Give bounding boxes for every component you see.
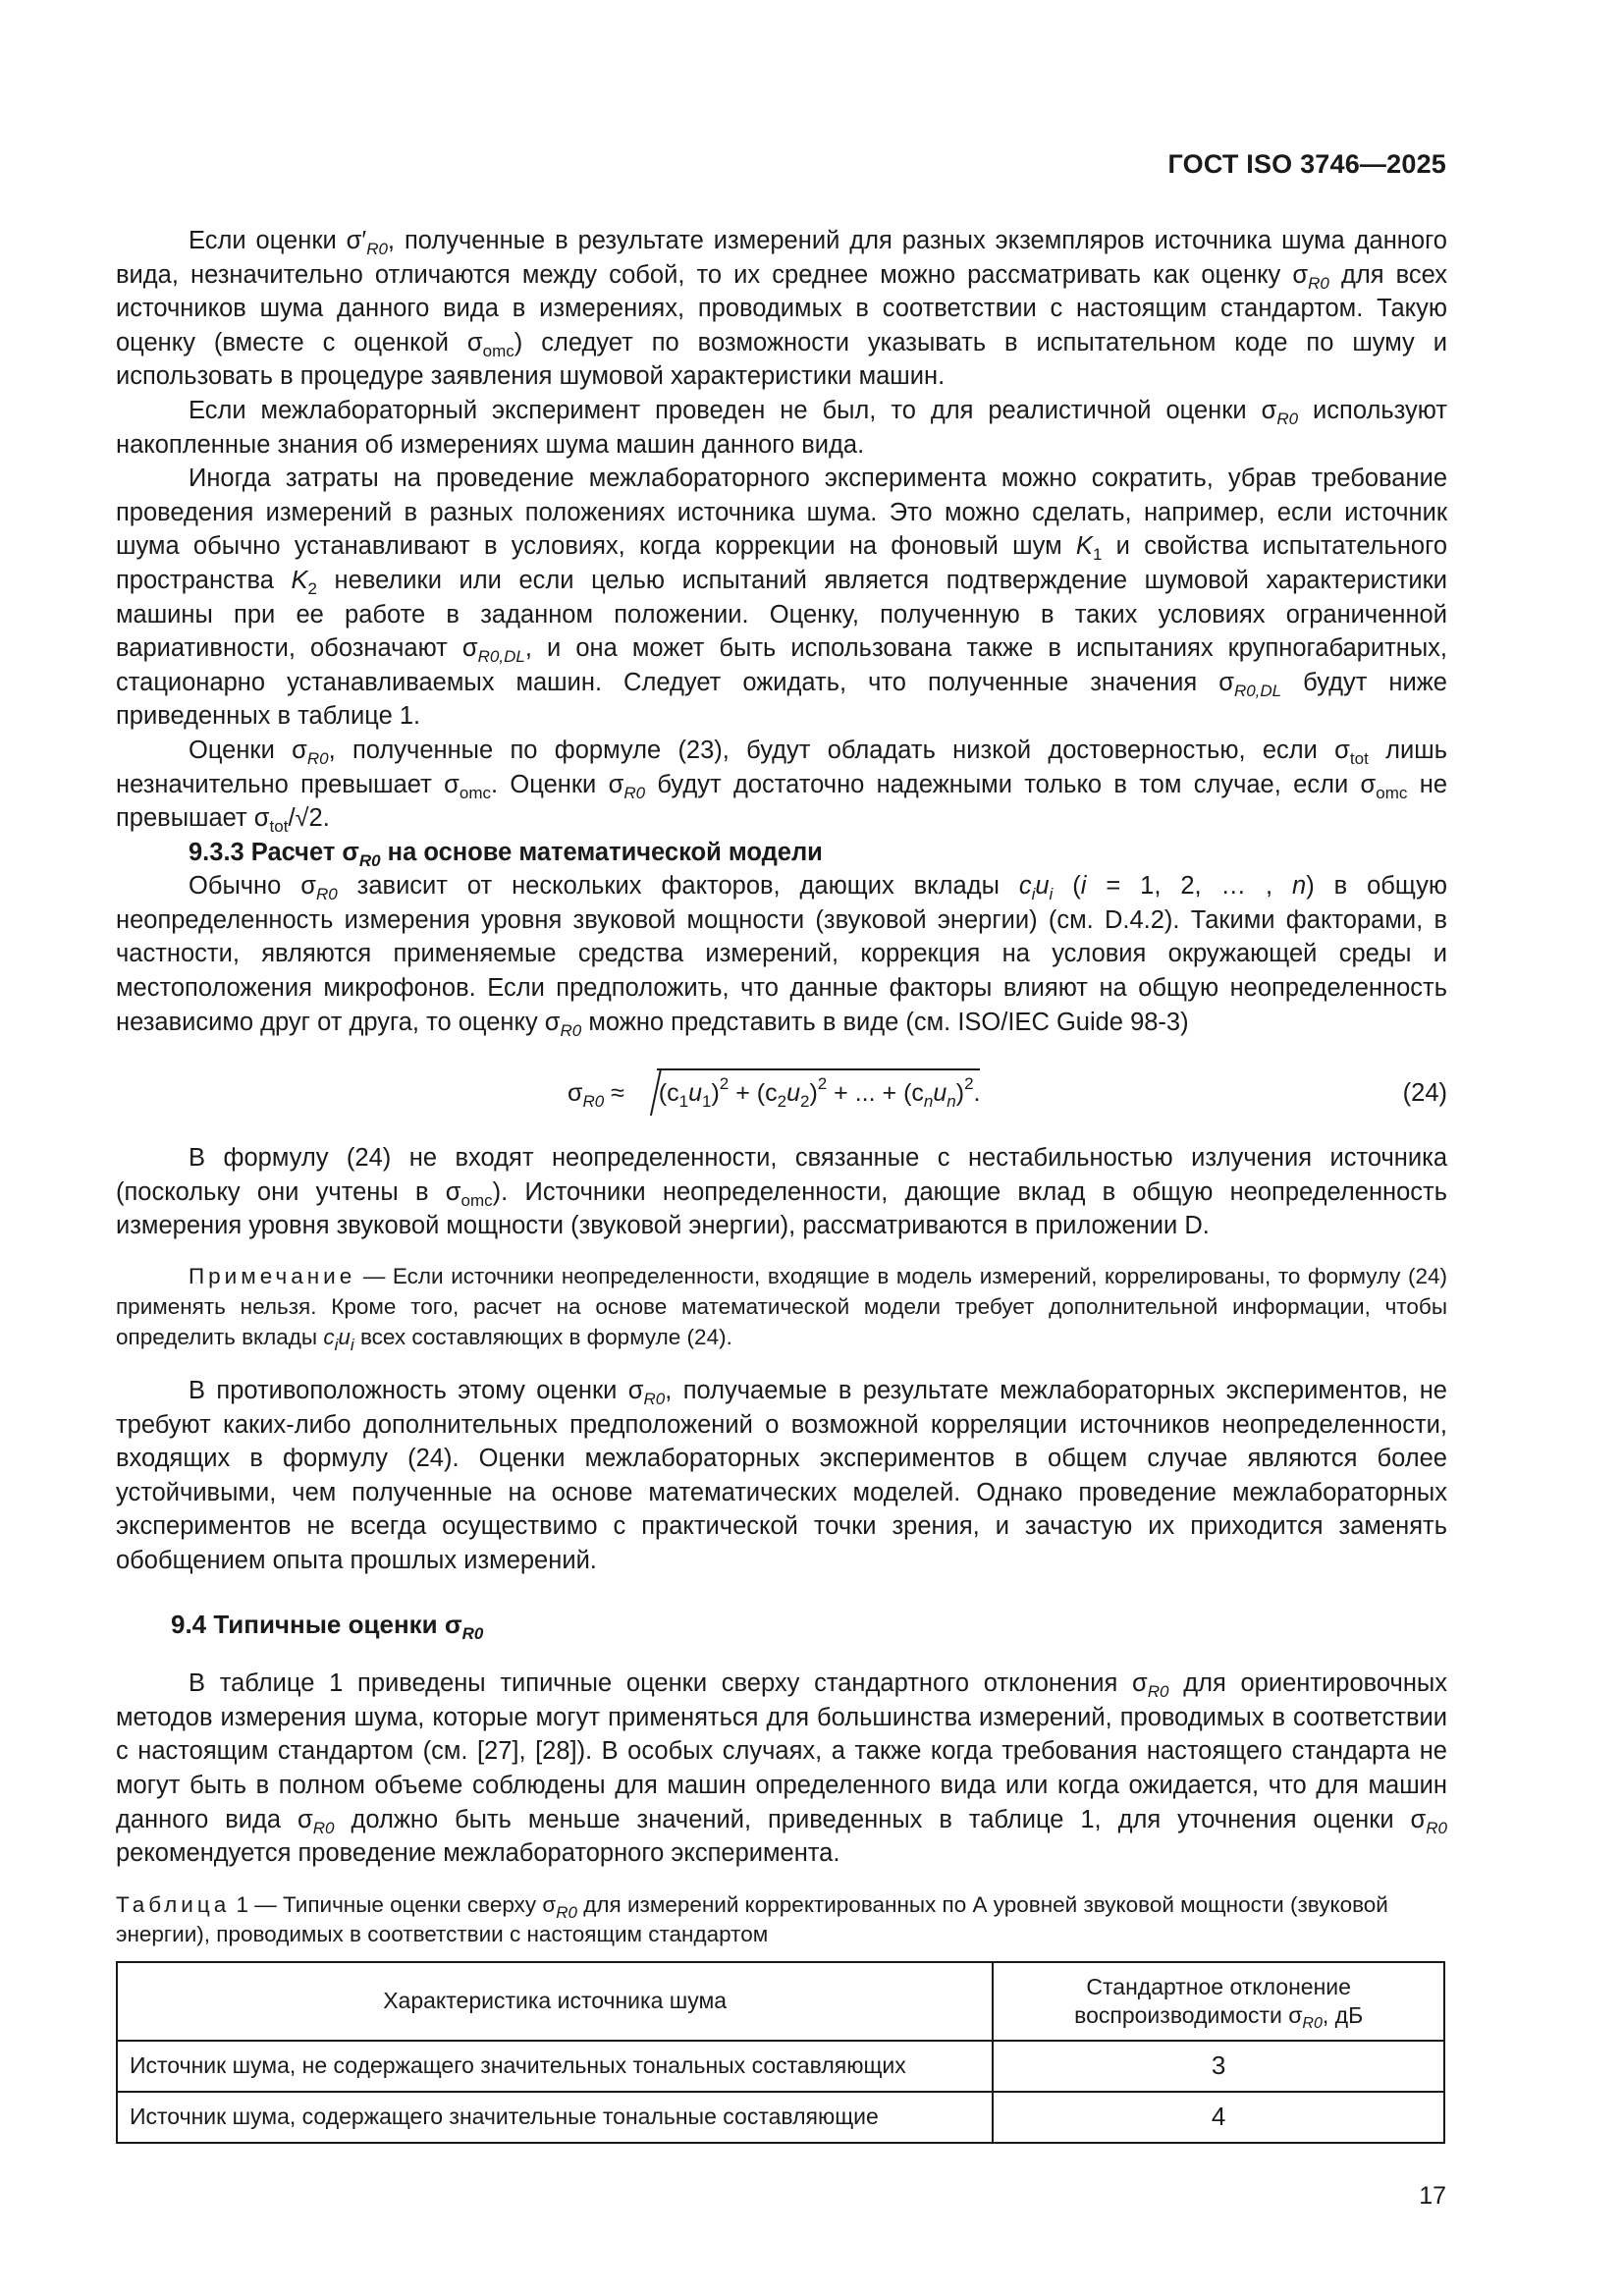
formula-expression: $\sigma_{R0} \approx (c_1u_1)^2 + (c_2u_2)^2$ + ... + $(c_nu_n)^2$. xyxy=(568,1074,981,1112)
column-header-deviation: Стандартное отклонение воспроизводимости $\sigma_{R0}$, дБ xyxy=(993,1962,1444,2041)
paragraph-typical-estimates: В таблице 1 приведены типичные оценки сверху стандартного отклонения $\sigma_{R0}$ для ориентировочных методов измерения шума, которые могут применяться для большинства измерений, проводимых в соответствии с настоящим стандартом (см. [27], [28]). В особых случаях, а также когда требования настоящего стандарта не могут быть в полном объеме соблюдены для машин определенного вида или когда ожидается, что для машин данного вида $\sigma_{R0}$ должно быть меньше значений, приведенных в таблице 1, для уточнения оценки $\sigma_{R0}$ рекомендуется проведение межлабораторного эксперимента. xyxy=(116,1669,1448,1868)
table-caption: Таблица 1 — Типичные оценки сверху $\sigma_{R0}$ для измерений корректированных по А уровней звуковой мощности (звуковой энергии), проводимых в соответствии с настоящим стандартом xyxy=(116,1891,1388,1946)
table-cell-value: 4 xyxy=(993,2092,1444,2143)
note: Примечание — Если источники неопределенности, входящие в модель измерений, коррелированы, то формулу (24) применять нельзя. Кроме того, расчет на основе математической модели требует дополнительной информации, чтобы определить вклады $c_iu_i$ всех составляющих в формуле (24). xyxy=(116,1264,1447,1355)
paragraph-sigma-r0-mean: Если оценки $\sigma'_{R0}$, полученные в результате измерений для разных экземпляров источника шума данного вида, незначительно отличаются между собой, то их среднее можно рассматривать как оценку $\sigma_{R0}$ для всех источников шума данного вида в измерениях, проводимых в соответствии с настоящим стандартом. Такую оценку (вместе с оценкой $\sigma_{omc}$) следует по возможности указывать в испытательном коде по шуму и использовать в процедуре заявления шумовой характеристики машин. xyxy=(116,227,1448,391)
table-row xyxy=(117,2041,1444,2092)
paragraph-interlab-advantage: В противоположность этому оценки $\sigma_{R0}$, получаемые в результате межлабораторных экспериментов, не требуют каких-либо дополнительных предположений о возможной корреляции источников неопределенности, входящих в формулу (24). Оценки межлабораторных экспериментов в общем случае являются более устойчивыми, чем полученные на основе математических моделей. Однако проведение межлабораторных экспериментов не всегда осуществимо с практической точки зрения, и зачастую их приходится заменять обобщением опыта прошлых измерений. xyxy=(116,1377,1447,1574)
table-cell-source: Источник шума, не содержащего значительных тональных составляющих xyxy=(117,2041,993,2092)
typical-estimates-table xyxy=(116,1961,1445,2144)
page-content xyxy=(116,224,1447,2144)
section-heading-9-3-3: 9.3.3 Расчет $\sigma_{R0}$ на основе математической модели xyxy=(189,838,823,870)
paragraph-reliability: Оценки $\sigma_{R0}$, полученные по формуле (23), будут обладать низкой достоверностью, если $\sigma_{tot}$ лишь незначительно превышает $\sigma_{omc}$. Оценки $\sigma_{R0}$ будут достаточно надежными только в том случае, если $\sigma_{omc}$ не превышает $\sigma_{tot}/√2$. xyxy=(116,736,1447,837)
table-header-row xyxy=(117,1962,1444,2041)
square-root-sign: $(c_1u_1)^2 + (c_2u_2)^2$ + ... + $(c_nu_n)^2$ xyxy=(637,1076,974,1111)
section-heading-9-4: 9.4 Типичные оценки $\sigma_{R0}$ xyxy=(171,1609,484,1643)
note-label: Примечание xyxy=(189,1264,356,1289)
table-row xyxy=(117,2092,1444,2143)
paragraph-reduced-cost: Иногда затраты на проведение межлабораторного эксперимента можно сократить, убрав требование проведения измерений в разных положениях источника шума. Это можно сделать, например, если источник шума обычно устанавливают в условиях, когда коррекции на фоновый шум $K_1$ и свойства испытательного пространства $K_2$ невелики или если целью испытаний является подтверждение шумовой характеристики машины при ее работе в заданном положении. Оценку, полученную в таких условиях ограниченной вариативности, обозначают $\sigma_{R0,DL}$, и она может быть использована также в испытаниях крупногабаритных, стационарно устанавливаемых машин. Следует ожидать, что полученные значения $\sigma_{R0,DL}$ будут ниже приведенных в таблице 1. xyxy=(116,465,1447,731)
table-cell-value: 3 xyxy=(993,2041,1444,2092)
formula-24 xyxy=(116,1051,1447,1141)
column-header-source: Характеристика источника шума xyxy=(117,1962,993,2041)
formula-number: (24) xyxy=(1402,1079,1447,1108)
page-number: 17 xyxy=(1419,2182,1446,2210)
paragraph-no-interlab: Если межлабораторный эксперимент проведен не был, то для реалистичной оценки $\sigma_{R0}$ используют накопленные знания об измерениях шума машин данного вида. xyxy=(116,396,1448,459)
document-header: ГОСТ ISO 3746—2025 xyxy=(1167,149,1446,179)
paragraph-excluded-uncertainty: В формулу (24) не входят неопределенности, связанные с нестабильностью излучения источника (поскольку они учтены в $\sigma_{omc}$). Источники неопределенности, дающие вклад в общую неопределенность измерения уровня звуковой мощности (звуковой энергии), рассматриваются в приложении D. xyxy=(116,1144,1448,1240)
paragraph-math-model: Обычно $\sigma_{R0}$ зависит от нескольких факторов, дающих вклады $c_iu_i$ (i = 1, 2, … , n) в общую неопределенность измерения уровня звуковой мощности (звуковой энергии) (см. D.4.2). Такими факторами, в частности, являются применяемые средства измерений, коррекция на условия окружающей среды и местоположения микрофонов. Если предположить, что данные факторы влияют на общую неопределенность независимо друг от друга, то оценку $\sigma_{R0}$ можно представить в виде (см. ISO/IEC Guide 98-3) xyxy=(116,872,1448,1040)
table-cell-source: Источник шума, содержащего значительные тональные составляющие xyxy=(117,2092,993,2143)
